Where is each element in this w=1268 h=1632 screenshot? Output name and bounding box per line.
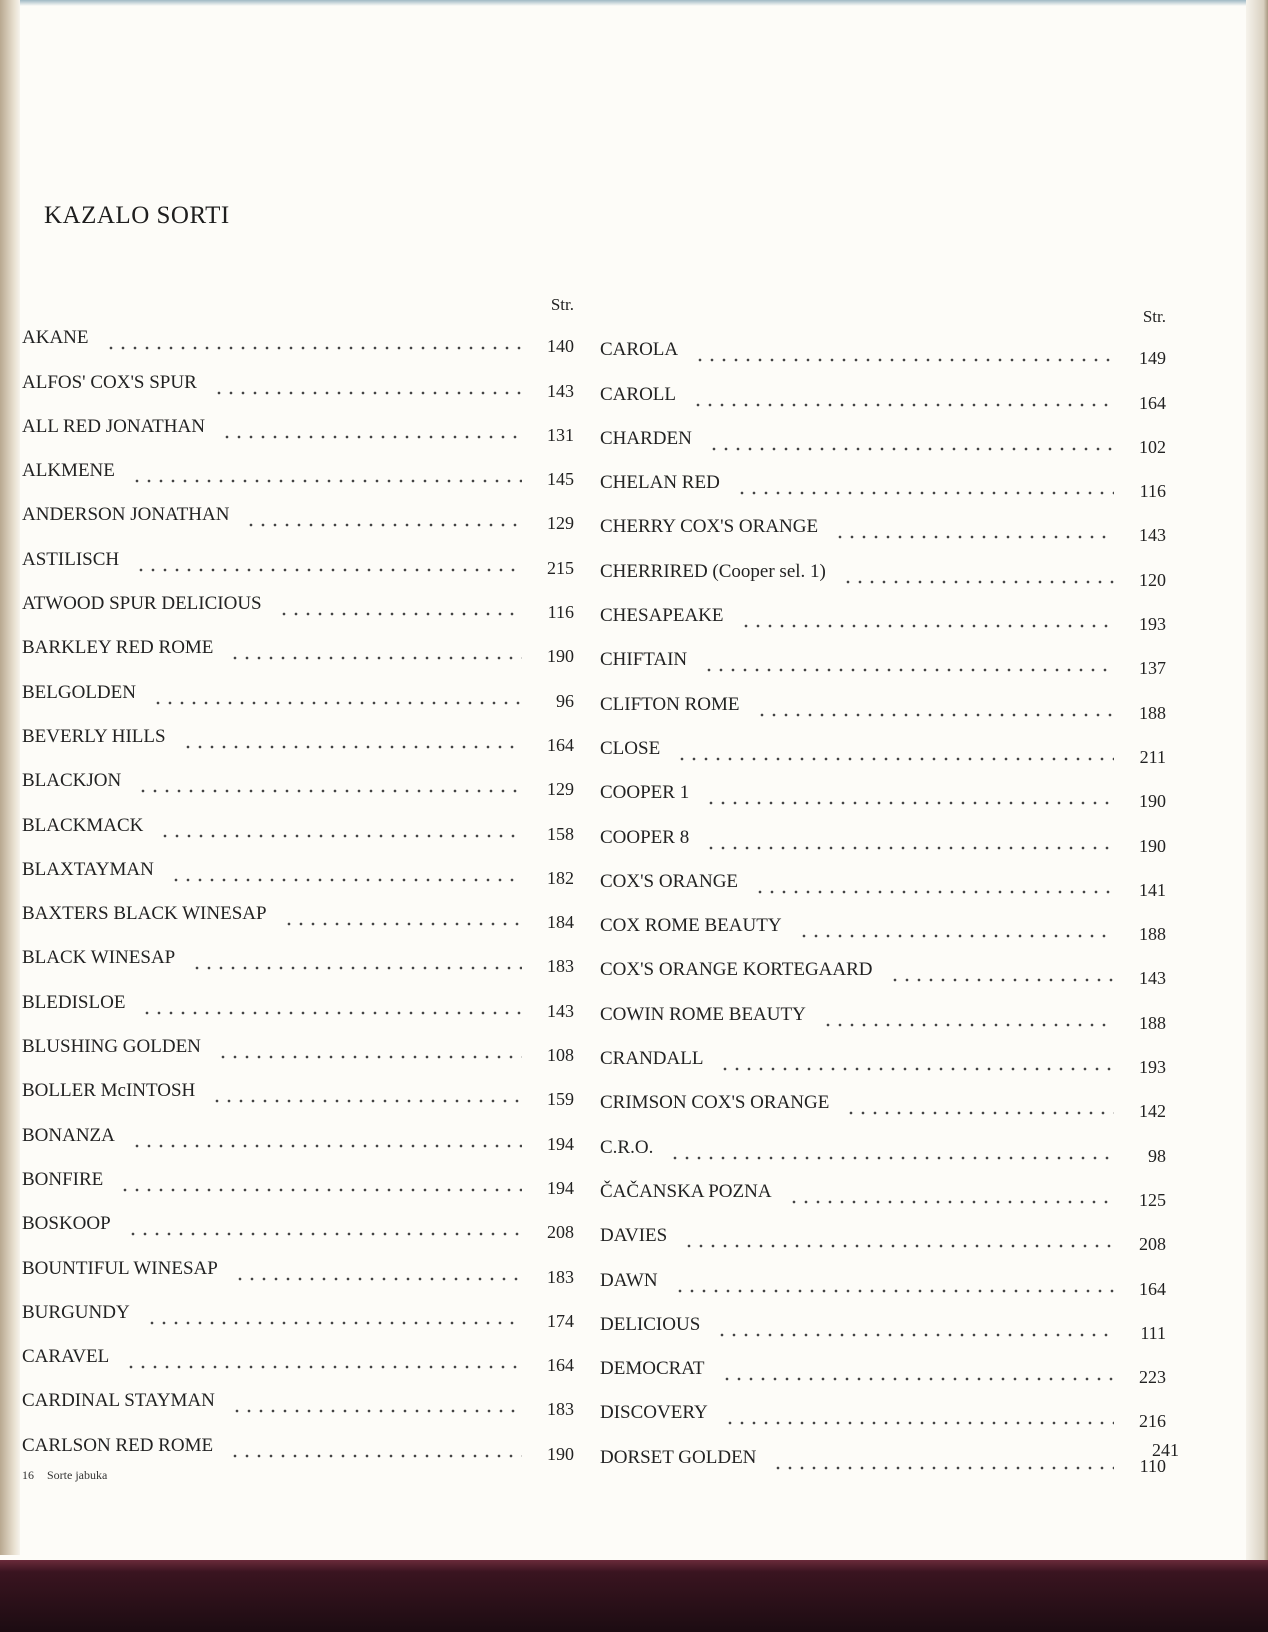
index-column-left [22, 296, 574, 1466]
dot-leader [834, 519, 1114, 539]
page-number: 208 [1139, 1234, 1166, 1255]
index-entry [22, 535, 574, 579]
dot-leader [229, 640, 522, 660]
dot-leader [822, 1007, 1114, 1027]
dot-leader [245, 507, 522, 527]
dot-leader [119, 1172, 522, 1192]
page-number: 129 [547, 513, 574, 534]
page-number: 190 [547, 646, 574, 667]
dot-leader [105, 330, 523, 350]
index-entry [600, 547, 1166, 591]
dot-leader [283, 906, 522, 926]
variety-name: COOPER 1 [600, 782, 690, 804]
page-number: 216 [1139, 1411, 1166, 1432]
page-number: 188 [1139, 702, 1166, 723]
dot-leader [716, 1317, 1114, 1337]
dot-leader [170, 862, 522, 882]
dot-leader [125, 1349, 522, 1369]
variety-name: BLUSHING GOLDEN [22, 1036, 201, 1058]
page-number: 188 [1139, 1012, 1166, 1033]
variety-name: CHARDEN [600, 427, 692, 449]
page-number: 158 [547, 823, 574, 844]
page-number: 194 [547, 1177, 574, 1198]
page-top-edge [0, 0, 1268, 6]
dot-leader [683, 1228, 1114, 1248]
index-entry [22, 1289, 574, 1333]
index-entry [22, 314, 574, 358]
index-entry [600, 680, 1166, 724]
page-number: 190 [1139, 835, 1166, 856]
dot-leader [692, 387, 1114, 407]
variety-name: BLAXTAYMAN [22, 858, 154, 880]
page-footer [22, 1468, 117, 1483]
book-spine-shadow [0, 0, 20, 1555]
variety-name: DAVIES [600, 1225, 668, 1247]
index-entry [600, 326, 1166, 370]
variety-name: DISCOVERY [600, 1402, 708, 1424]
page-number: 164 [1139, 1278, 1166, 1299]
dot-leader [221, 419, 522, 439]
index-entry [22, 757, 574, 801]
index-entry [22, 624, 574, 668]
page-number: 143 [547, 380, 574, 401]
variety-name: C.R.O. [600, 1136, 654, 1158]
page-number: 120 [1139, 569, 1166, 590]
page-number: 143 [547, 1000, 574, 1021]
index-entry [22, 580, 574, 624]
variety-name: CHERRIRED (Cooper sel. 1) [600, 560, 826, 582]
dot-leader [669, 1140, 1114, 1160]
variety-name: CLIFTON ROME [600, 693, 740, 715]
page-number: 142 [1139, 1101, 1166, 1122]
index-entry [22, 713, 574, 757]
dot-leader [845, 1095, 1114, 1115]
variety-name: CLOSE [600, 737, 661, 759]
book-cover-edge [0, 1560, 1268, 1632]
variety-name: CHELAN RED [600, 472, 720, 494]
page-number: 98 [1148, 1145, 1166, 1166]
index-entry [22, 668, 574, 712]
dot-leader [721, 1361, 1114, 1381]
page-number: 159 [547, 1089, 574, 1110]
page-number: 188 [1139, 924, 1166, 945]
variety-name: CHESAPEAKE [600, 605, 724, 627]
variety-name: COWIN ROME BEAUTY [600, 1003, 806, 1025]
page-number: 108 [547, 1045, 574, 1066]
page-number: 164 [547, 1355, 574, 1376]
dot-leader [141, 995, 522, 1015]
page-number: 125 [1139, 1189, 1166, 1210]
variety-name: COX'S ORANGE KORTEGAARD [600, 959, 873, 981]
variety-name: DORSET GOLDEN [600, 1446, 757, 1468]
page-number: 211 [1139, 746, 1166, 767]
variety-name: BLACKMACK [22, 814, 144, 836]
index-entry [600, 1345, 1166, 1389]
page-number: 194 [547, 1133, 574, 1154]
index-entry [600, 1301, 1166, 1345]
variety-name: BURGUNDY [22, 1301, 130, 1323]
dot-leader [719, 1051, 1114, 1071]
variety-name: CHERRY COX'S ORANGE [600, 516, 819, 538]
variety-name: BOLLER McINTOSH [22, 1080, 196, 1102]
page-number: 131 [547, 424, 574, 445]
index-entry [22, 1421, 574, 1465]
dot-leader [131, 1128, 522, 1148]
page-number: 140 [547, 336, 574, 357]
dot-leader [131, 463, 522, 483]
dot-leader [705, 830, 1114, 850]
page-number: 143 [1139, 525, 1166, 546]
dot-leader [146, 1305, 522, 1325]
index-entry [600, 813, 1166, 857]
dot-leader [137, 773, 522, 793]
index-entry [600, 370, 1166, 414]
dot-leader [724, 1405, 1114, 1425]
page-number: 164 [1139, 392, 1166, 413]
dot-leader [676, 741, 1114, 761]
index-entry [22, 978, 574, 1022]
index-entry [600, 592, 1166, 636]
index-entry [600, 990, 1166, 1034]
index-entry [600, 636, 1166, 680]
page-number: 223 [1139, 1367, 1166, 1388]
dot-leader [694, 342, 1114, 362]
dot-leader [705, 785, 1114, 805]
variety-name: CRANDALL [600, 1048, 704, 1070]
variety-name: ALFOS' COX'S SPUR [22, 371, 197, 393]
index-entry [22, 491, 574, 535]
index-entry [600, 1389, 1166, 1433]
page-right-edge [1246, 0, 1268, 1560]
dot-leader [234, 1261, 522, 1281]
dot-leader [736, 475, 1114, 495]
variety-name: DAWN [600, 1269, 658, 1291]
dot-leader [211, 1083, 522, 1103]
page-number: 208 [547, 1222, 574, 1243]
dot-leader [182, 729, 522, 749]
variety-name: BLACKJON [22, 770, 122, 792]
index-entry [600, 459, 1166, 503]
variety-name: BLACK WINESAP [22, 947, 176, 969]
index-entry [22, 801, 574, 845]
page-number: 129 [547, 779, 574, 800]
index-entry [600, 1123, 1166, 1167]
index-entry [600, 503, 1166, 547]
index-entry [600, 1035, 1166, 1079]
page-column-label: Str. [550, 295, 574, 314]
variety-name: CRIMSON COX'S ORANGE [600, 1092, 830, 1114]
page-number: 102 [1139, 436, 1166, 457]
page-number: 141 [1139, 879, 1166, 900]
page-number: 183 [547, 1399, 574, 1420]
dot-leader [278, 596, 522, 616]
dot-leader [231, 1393, 522, 1413]
page-number: 193 [1139, 1057, 1166, 1078]
page-number: 193 [1139, 614, 1166, 635]
variety-name: CARDINAL STAYMAN [22, 1390, 215, 1412]
index-entry [600, 1212, 1166, 1256]
dot-leader [127, 1216, 522, 1236]
variety-name: COX ROME BEAUTY [600, 915, 782, 937]
dot-leader [213, 375, 522, 395]
dot-leader [756, 697, 1114, 717]
dot-leader [135, 552, 522, 572]
page-number: 116 [1139, 481, 1166, 502]
variety-name: CARLSON RED ROME [22, 1434, 214, 1456]
page-number: 174 [547, 1310, 574, 1331]
index-entry [22, 1200, 574, 1244]
page-number: 182 [547, 867, 574, 888]
index-entry [22, 447, 574, 491]
index-entry [600, 902, 1166, 946]
index-entry [600, 1079, 1166, 1123]
dot-leader [788, 1184, 1114, 1204]
variety-name: CAROLL [600, 383, 676, 405]
variety-name: AKANE [22, 327, 89, 349]
variety-name: ČAČANSKA POZNA [600, 1180, 772, 1202]
dot-leader [842, 564, 1114, 584]
index-entry [600, 1433, 1166, 1477]
dot-leader [772, 1450, 1114, 1470]
variety-name: BLEDISLOE [22, 991, 126, 1013]
variety-name: CARAVEL [22, 1346, 110, 1368]
variety-name: ALKMENE [22, 460, 115, 482]
variety-name: COOPER 8 [600, 826, 690, 848]
variety-name: ALL RED JONATHAN [22, 415, 205, 437]
index-heading: KAZALO SORTI [44, 202, 230, 229]
page-number: 143 [1139, 968, 1166, 989]
index-list-left [22, 314, 574, 1466]
index-entry [600, 946, 1166, 990]
variety-name: BOSKOOP [22, 1213, 111, 1235]
variety-name: CHIFTAIN [600, 649, 688, 671]
folio-number: 241 [1152, 1440, 1179, 1460]
page-number: 149 [1139, 348, 1166, 369]
variety-name: DELICIOUS [600, 1313, 701, 1335]
index-entry [22, 403, 574, 447]
variety-name: BARKLEY RED ROME [22, 637, 214, 659]
index-entry [22, 890, 574, 934]
index-list-right [600, 326, 1166, 1478]
dot-leader [674, 1273, 1114, 1293]
footer-page-number: 16 [22, 1468, 34, 1482]
variety-name: ASTILISCH [22, 548, 120, 570]
page-number: 164 [547, 734, 574, 755]
index-entry [22, 1244, 574, 1288]
index-entry [22, 1377, 574, 1421]
footer-book-title: Sorte jabuka [47, 1468, 108, 1482]
page-number: 215 [547, 557, 574, 578]
dot-leader [889, 962, 1114, 982]
dot-leader [708, 431, 1114, 451]
index-entry [22, 1067, 574, 1111]
page-column-label: Str. [1142, 307, 1166, 326]
variety-name: COX'S ORANGE [600, 870, 739, 892]
page-number: 96 [556, 690, 574, 711]
page-number: 184 [547, 912, 574, 933]
page-number: 183 [547, 1266, 574, 1287]
index-entry [600, 415, 1166, 459]
dot-leader [191, 950, 522, 970]
dot-leader [740, 608, 1114, 628]
page-number: 111 [1140, 1322, 1166, 1343]
variety-name: BEVERLY HILLS [22, 725, 166, 747]
page-number: 110 [1139, 1455, 1166, 1476]
dot-leader [798, 918, 1114, 938]
index-entry [22, 1156, 574, 1200]
dot-leader [703, 652, 1114, 672]
page-number: 183 [547, 956, 574, 977]
page-number: 137 [1139, 658, 1166, 679]
index-entry [600, 1256, 1166, 1300]
dot-leader [159, 818, 522, 838]
index-entry [600, 769, 1166, 813]
variety-name: BONANZA [22, 1124, 115, 1146]
variety-name: ANDERSON JONATHAN [22, 504, 230, 526]
page-number: 190 [547, 1443, 574, 1464]
index-entry [22, 846, 574, 890]
dot-leader [217, 1039, 522, 1059]
page-number: 116 [547, 602, 574, 623]
index-entry [600, 1168, 1166, 1212]
index-entry [600, 725, 1166, 769]
variety-name: CAROLA [600, 339, 679, 361]
page-number: 145 [547, 469, 574, 490]
page-number: 190 [1139, 791, 1166, 812]
dot-leader [152, 685, 522, 705]
index-entry [22, 1333, 574, 1377]
index-entry [600, 858, 1166, 902]
index-column-right [600, 308, 1166, 1478]
variety-name: BONFIRE [22, 1168, 104, 1190]
index-entry [22, 934, 574, 978]
index-entry [22, 1023, 574, 1067]
index-entry [22, 358, 574, 402]
variety-name: BOUNTIFUL WINESAP [22, 1257, 218, 1279]
variety-name: BELGOLDEN [22, 681, 136, 703]
dot-leader [754, 874, 1114, 894]
variety-name: BAXTERS BLACK WINESAP [22, 903, 267, 925]
dot-leader [229, 1438, 522, 1458]
index-entry [22, 1111, 574, 1155]
variety-name: DEMOCRAT [600, 1358, 705, 1380]
variety-name: ATWOOD SPUR DELICIOUS [22, 593, 262, 615]
